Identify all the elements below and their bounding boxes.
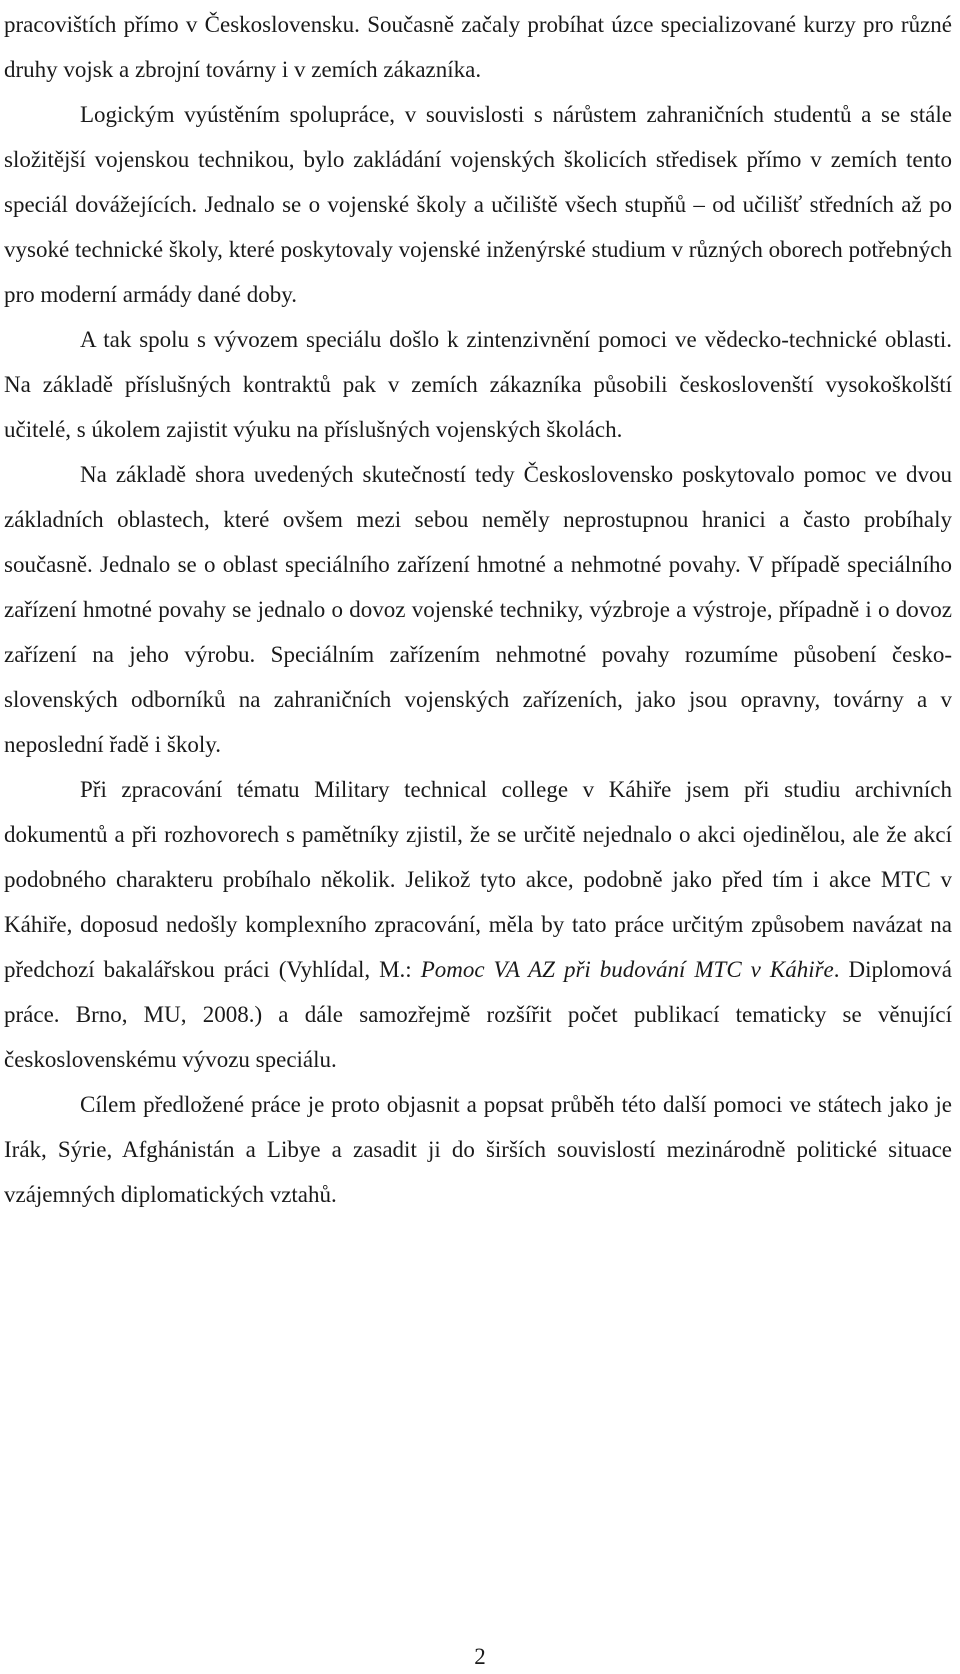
- paragraph-text: . Diplomová práce. Brno, MU, 2008.) a dále samozřejmě rozšířit počet publikací tematicky se věnující československému vývozu speciálu.: [4, 957, 952, 1072]
- italic-citation-text: Pomoc VA AZ při budování MTC v Káhiře: [420, 957, 834, 982]
- body-text: [4, 2, 952, 1217]
- paragraph-text: Při zpracování tématu Military technical college v Káhiře jsem při studiu archivních dokumentů a při rozhovorech s pamětníky zjistil, že se určitě nejednalo o akci ojedinělou, ale že akcí podobného charakteru probíhalo několik. Jelikož tyto akce, podobně jako před tím i akce MTC v Káhiře, doposud nedošly komplexního zpracování, měla by tato práce určitým způsobem navázat na předchozí bakalářskou práci (Vyhlídal, M.:: [4, 777, 952, 982]
- paragraph-text: pracovištích přímo v Československu. Současně začaly probíhat úzce specializované kurzy pro různé druhy vojsk a zbrojní továrny i v zemích zákazníka.: [4, 12, 952, 82]
- paragraph: [4, 767, 952, 1082]
- paragraph-text: Logickým vyústěním spolupráce, v souvislosti s nárůstem zahraničních studentů a se stále složitější vojenskou technikou, bylo zakládání vojenských školicích středisek přímo v zemích tento speciál dovážejících. Jednalo se o vojenské školy a učiliště všech stupňů – od učilišť středních až po vysoké technické školy, které poskytovaly vojenské inženýrské studium v různých oborech potřebných pro moderní armády dané doby.: [4, 102, 952, 307]
- paragraph: [4, 317, 952, 452]
- paragraph-text: Cílem předložené práce je proto objasnit a popsat průběh této další pomoci ve státech jako je Irák, Sýrie, Afghánistán a Libye a zasadit ji do širších souvislostí mezinárodně politické situace vzájemných diplomatických vztahů.: [4, 1092, 952, 1207]
- page-number: 2: [474, 1644, 486, 1669]
- paragraph: [4, 2, 952, 92]
- paragraph: [4, 452, 952, 767]
- paragraph: [4, 92, 952, 317]
- paragraph-text: A tak spolu s vývozem speciálu došlo k zintenzivnění pomoci ve vědecko-technické oblasti. Na základě příslušných kontraktů pak v zemích zákazníka působili českoslovenští vysokoškolští učitelé, s úkolem zajistit výuku na příslušných vojenských školách.: [4, 327, 952, 442]
- paragraph: [4, 1082, 952, 1217]
- paragraph-text: Na základě shora uvedených skutečností tedy Československo poskytovalo pomoc ve dvou základních oblastech, které ovšem mezi sebou neměly neprostupnou hranici a často probíhaly současně. Jednalo se o oblast speciálního zařízení hmotné a nehmotné povahy. V případě speciálního zařízení hmotné povahy se jednalo o dovoz vojenské techniky, výzbroje a výstroje, případně i o dovoz zařízení na jeho výrobu. Speciálním zařízením nehmotné povahy rozumíme působení česko-slovenských odborníků na zahraničních vojenských zařízeních, jako jsou opravny, továrny a v neposlední řadě i školy.: [4, 462, 952, 757]
